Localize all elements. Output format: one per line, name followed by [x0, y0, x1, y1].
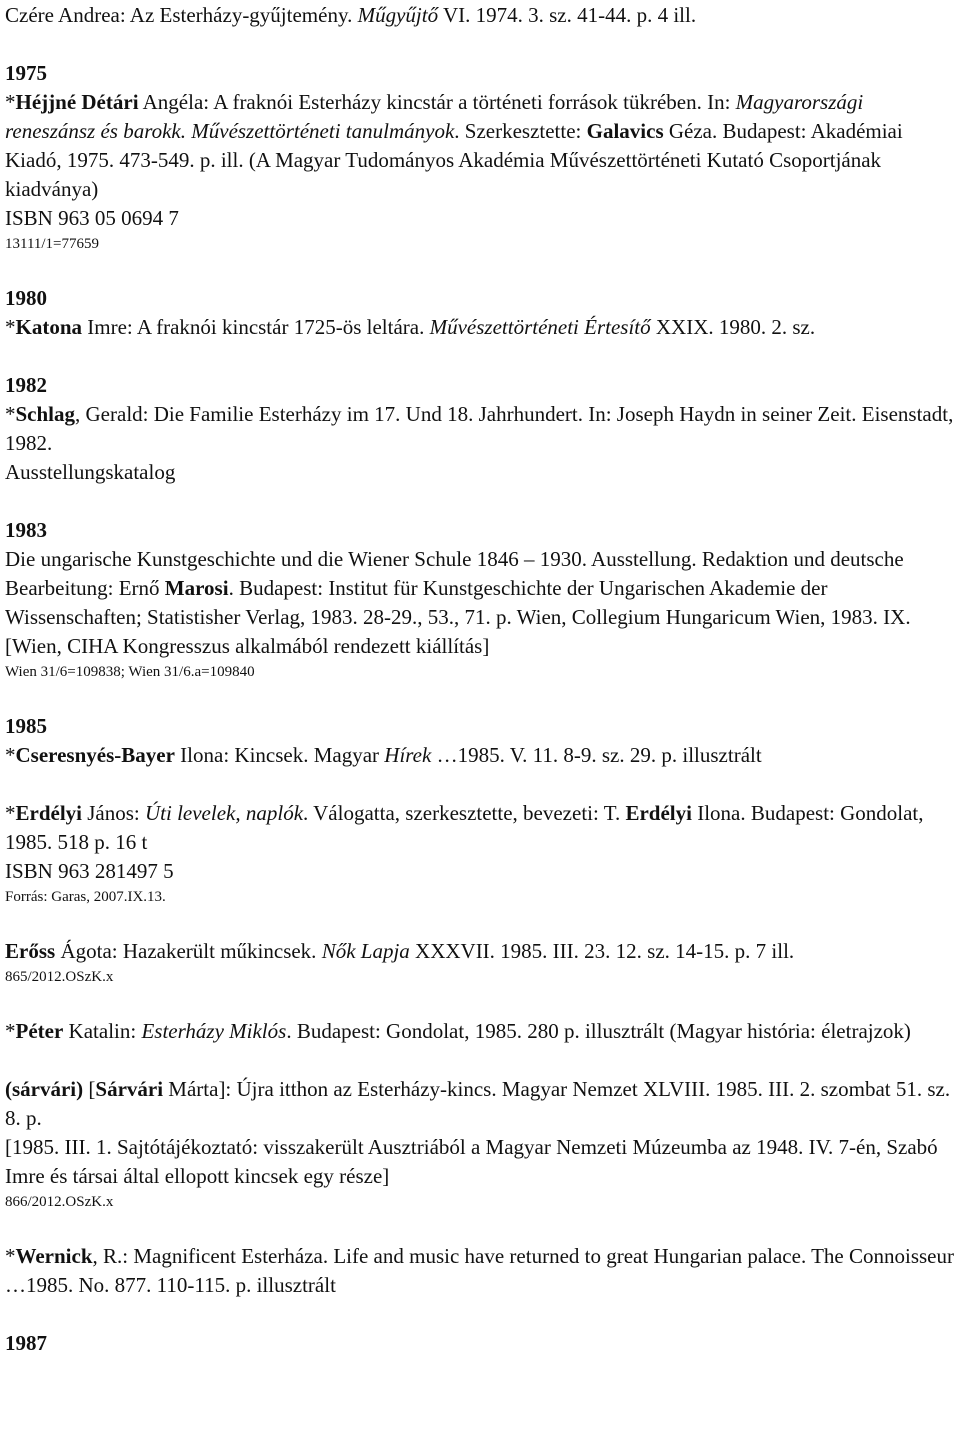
entry-text: Ágota: Hazakerült műkincsek.	[55, 939, 322, 963]
entry-text: Márta]: Újra itthon az Esterházy-kincs. Magyar Nemzet XLVIII. 1985. III. 2. szombat 51. sz. 8. p.	[5, 1077, 951, 1130]
entry-text: , Gerald: Die Familie Esterházy im 17. Und 18. Jahrhundert. In: Joseph Haydn in seiner Zeit. Eisenstadt, 1982.	[5, 402, 954, 455]
entry-text: XXIX. 1980. 2. sz.	[650, 315, 816, 339]
entry-annotation: [1985. III. 1. Sajtótájékoztató: visszakerült Ausztriából a Magyar Nemzeti Múzeumba az 1948. IV. 7-én, Szabó Imre és társai által ellopott kincsek egy része]	[5, 1135, 938, 1188]
entry-sarvari	[5, 1075, 955, 1133]
editor-name: Galavics	[586, 119, 664, 143]
author-tag: (sárvári)	[5, 1077, 84, 1101]
year-heading-1980: 1980	[5, 286, 47, 310]
entry-text: . Budapest: Institut für Kunstgeschichte der Ungarischen Akademie der Wissenschaften; Statistisher Verlag, 1983. 28-29., 53., 71. p. Wien, Collegium Hungaricum Wien, 1983. IX. [Wien, CIHA Kongresszus alkalmából rendezett kiállítás]	[5, 576, 911, 658]
entry-text: . Budapest: Gondolat, 1985. 280 p. illusztrált (Magyar história: életrajzok)	[286, 1019, 911, 1043]
author-name: Héjjné Détári	[15, 90, 139, 114]
entry-peter	[5, 1017, 955, 1046]
call-number: Wien 31/6=109838; Wien 31/6.a=109840	[5, 664, 255, 680]
journal-title: Nők Lapja	[321, 939, 410, 963]
entry-cseresnyes-bayer	[5, 741, 955, 770]
entry-text: Imre: A fraknói kincstár 1725-ös leltára.	[82, 315, 430, 339]
entry-text: Angéla: A fraknói Esterházy kincstár a történeti források tükrében. In:	[138, 90, 736, 114]
entry-text: …1985. V. 11. 8-9. sz. 29. p. illusztrált	[431, 743, 762, 767]
book-title: Esterházy Miklós	[141, 1019, 287, 1043]
isbn: ISBN 963 05 0694 7	[5, 206, 179, 230]
call-number: 866/2012.OSzK.x	[5, 1194, 114, 1210]
star-marker: *	[5, 1019, 16, 1043]
entry-text: VI. 1974. 3. sz. 41-44. p. 4 ill.	[438, 3, 697, 27]
star-marker: *	[5, 90, 16, 114]
entry-hejjne-detari	[5, 88, 955, 204]
entry-text: , R.: Magnificent Esterháza. Life and music have returned to great Hungarian palace. The Connoisseur …1985. No. 877. 110-115. p. illusztrált	[5, 1244, 954, 1297]
author-name: Sárvári	[95, 1077, 164, 1101]
author-name: Cseresnyés-Bayer	[15, 743, 175, 767]
journal-title: Műgyűjtő	[357, 3, 439, 27]
book-title: Úti levelek, naplók	[145, 801, 304, 825]
journal-title: Művészettörténeti Értesítő	[429, 315, 651, 339]
author-name: Wernick	[15, 1244, 93, 1268]
source-note: Forrás: Garas, 2007.IX.13.	[5, 889, 166, 905]
author-name: Marosi	[164, 576, 229, 600]
author-name: Schlag	[15, 402, 76, 426]
entry-text: Die ungarische Kunstgeschichte und die Wiener Schule 1846 – 1930. Ausstellung. Redaktion und deutsche Bearbeitung: Ernő	[5, 547, 904, 600]
isbn: ISBN 963 281497 5	[5, 859, 174, 883]
author-name: Erőss	[5, 939, 56, 963]
year-heading-1975: 1975	[5, 61, 47, 85]
entry-text: Andrea: Az Esterházy-gyűjtemény.	[53, 3, 358, 27]
entry-text: . Szerkesztette:	[454, 119, 587, 143]
star-marker: *	[5, 315, 16, 339]
call-number: 865/2012.OSzK.x	[5, 969, 114, 985]
editor-name: Erdélyi	[625, 801, 692, 825]
year-heading-1987: 1987	[5, 1331, 47, 1355]
star-marker: *	[5, 1244, 16, 1268]
author-name: Erdélyi	[15, 801, 82, 825]
year-heading-1985: 1985	[5, 714, 47, 738]
entry-text: [	[83, 1077, 96, 1101]
star-marker: *	[5, 801, 16, 825]
entry-text: János:	[82, 801, 145, 825]
entry-text: Ilona: Kincsek. Magyar	[174, 743, 385, 767]
year-heading-1983: 1983	[5, 518, 47, 542]
author-name: Katona	[15, 315, 83, 339]
entry-text: Katalin:	[63, 1019, 142, 1043]
entry-wernick	[5, 1242, 955, 1300]
entry-text: XXXVII. 1985. III. 23. 12. sz. 14-15. p. 7 ill.	[409, 939, 795, 963]
entry-czere	[5, 1, 955, 30]
year-heading-1982: 1982	[5, 373, 47, 397]
entry-note: Ausstellungskatalog	[5, 460, 176, 484]
star-marker: *	[5, 402, 16, 426]
entry-ungarische-kunstgeschichte	[5, 545, 955, 661]
entry-erdelyi	[5, 799, 955, 857]
author-name: Péter	[15, 1019, 64, 1043]
journal-title: Hírek	[384, 743, 432, 767]
entry-eross	[5, 937, 955, 966]
entry-text: . Válogatta, szerkesztette, bevezeti: T.	[303, 801, 626, 825]
call-number: 13111/1=77659	[5, 236, 100, 252]
book-title: Magyarországi reneszánsz és barokk. Művészettörténeti tanulmányok	[5, 90, 864, 143]
entry-schlag	[5, 400, 955, 458]
entry-katona	[5, 313, 955, 342]
entry-text: Ilona. Budapest: Gondolat, 1985. 518 p. 16 t	[5, 801, 924, 854]
author-name: Czére	[5, 3, 54, 27]
star-marker: *	[5, 743, 16, 767]
entry-text: Géza. Budapest: Akadémiai Kiadó, 1975. 473-549. p. ill. (A Magyar Tudományos Akadémia Művészettörténeti Kutató Csoportjának kiadványa)	[5, 119, 903, 201]
bibliography-page	[5, 1, 955, 1358]
